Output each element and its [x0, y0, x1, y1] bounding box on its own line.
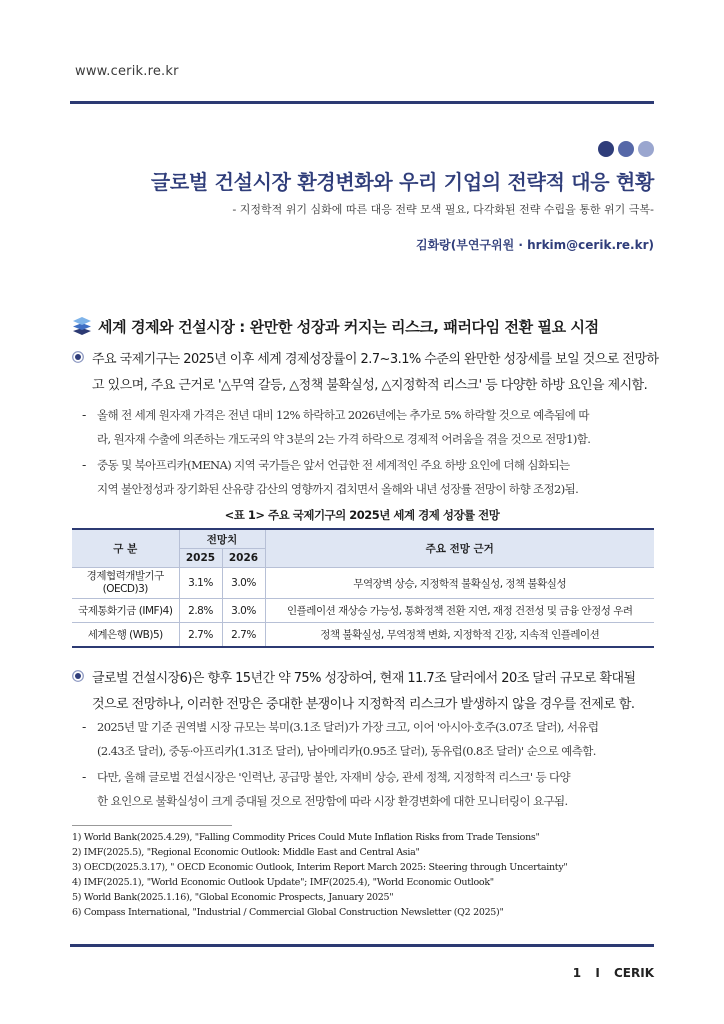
- site-url: www.cerik.re.kr: [75, 64, 179, 79]
- page-title: 글로벌 건설시장 환경변화와 우리 기업의 전략적 대응 현황: [150, 170, 654, 194]
- footnote: 5) World Bank(2025.1.16), "Global Economic Prospects, January 2025": [72, 892, 394, 903]
- org-name: 경제협력개발기구: [86, 570, 164, 582]
- sub-text-line: 지역 불안정성과 장기화된 산유량 감산의 영향까지 겹치면서 올해와 내년 성장률 전망이 하향 조정2)됨.: [97, 482, 579, 496]
- bullet-target-icon: [72, 670, 84, 682]
- header-2025: 2025: [179, 549, 222, 568]
- table-caption: <표 1> 주요 국제기구의 2025년 세계 경제 성장률 전망: [224, 508, 500, 522]
- footer-org: CERIK: [613, 966, 654, 980]
- page-number: 1: [572, 966, 582, 980]
- footnote: 2) IMF(2025.5), "Regional Economic Outlook: Middle East and Central Asia": [72, 847, 420, 858]
- dot-icon: [618, 141, 634, 157]
- dot-icon: [638, 141, 654, 157]
- bullet-text-line: 주요 국제기구는 2025년 이후 세계 경제성장률이 2.7~3.1% 수준의 완만한 성장세를 보일 것으로 전망하: [92, 352, 659, 367]
- page-subtitle: - 지정학적 위기 심화에 따른 대응 전략 모색 필요, 다각화된 전략 수립을 통한 위기 극복-: [232, 203, 654, 216]
- section-heading: 세계 경제와 건설시장 : 완만한 성장과 커지는 리스크, 패러다임 전환 필요 시점: [98, 318, 599, 336]
- author-line: 김화랑(부연구위원 · hrkim@cerik.re.kr): [415, 238, 654, 252]
- value-2025: 2.7%: [179, 623, 222, 648]
- basis-cell: 정책 불확실성, 무역정책 변화, 지정학적 긴장, 지속적 인플레이션: [265, 623, 654, 648]
- bullet-text-line: 고 있으며, 주요 근거로 '△무역 갈등, △정책 불확실성, △지정학적 리스크' 등 다양한 하방 요인을 제시함.: [92, 378, 648, 393]
- forecast-table: [72, 528, 654, 648]
- bullet-text-line: 글로벌 건설시장6)은 향후 15년간 약 75% 성장하여, 현재 11.7조 달러에서 20조 달러 규모로 확대될: [92, 671, 636, 686]
- decorative-dots: [598, 141, 654, 157]
- sub-item: [82, 453, 656, 501]
- dash-marker: -: [82, 458, 87, 472]
- sub-text-line: (2.43조 달러), 중동·아프리카(1.31조 달러), 남아메리카(0.95조 달러), 동유럽(0.8조 달러)' 순으로 예측함.: [97, 744, 596, 758]
- header-2026: 2026: [222, 549, 265, 568]
- dash-marker: -: [82, 408, 87, 422]
- value-2026: 3.0%: [222, 599, 265, 623]
- dash-marker: -: [82, 720, 87, 734]
- value-2025: 3.1%: [179, 568, 222, 599]
- value-2025: 2.8%: [179, 599, 222, 623]
- basis-cell: 무역장벽 상승, 지정학적 불확실성, 정책 불확실성: [265, 568, 654, 599]
- dot-icon: [598, 141, 614, 157]
- sub-item: [82, 765, 656, 813]
- sub-text-line: 라, 원자재 수출에 의존하는 개도국의 약 3분의 2는 가격 하락으로 경제적 어려움을 겪을 것으로 전망1)함.: [97, 432, 591, 446]
- basis-cell: 인플레이션 재상승 가능성, 통화정책 전환 지연, 재정 건전성 및 금융 안정성 우려: [265, 599, 654, 623]
- footnote: 6) Compass International, "Industrial / Commercial Global Construction Newsletter (Q2 2025)": [72, 907, 504, 918]
- org-abbr: (OECD)3): [102, 583, 148, 595]
- value-2026: 2.7%: [222, 623, 265, 648]
- sub-text-line: 올해 전 세계 원자재 가격은 전년 대비 12% 하락하고 2026년에는 추가로 5% 하락할 것으로 예측됨에 따: [97, 408, 589, 422]
- footer-divider: [70, 944, 654, 947]
- sub-text-line: 다만, 올해 글로벌 건설시장은 '인력난, 공급망 불안, 자재비 상승, 관세 정책, 지정학적 리스크' 등 다양: [97, 770, 571, 784]
- table-row: [72, 599, 654, 623]
- header-division: 구 분: [72, 529, 179, 568]
- org-cell: 국제통화기금 (IMF)4): [72, 599, 179, 623]
- sub-text-line: 2025년 말 기준 권역별 시장 규모는 북미(3.1조 달러)가 가장 크고, 이어 '아시아·호주(3.07조 달러), 서유럽: [97, 720, 599, 734]
- footnote: 4) IMF(2025.1), "World Economic Outlook Update"; IMF(2025.4), "World Economic Outlook": [72, 877, 494, 888]
- bullet-item: [72, 347, 659, 399]
- header-divider: [70, 101, 654, 104]
- sub-text-line: 한 요인으로 불확실성이 크게 증대될 것으로 전망함에 따라 시장 환경변화에 대한 모니터링이 요구됨.: [97, 794, 568, 808]
- footnotes: [72, 830, 567, 920]
- footnote-divider: [72, 825, 232, 826]
- dash-marker: -: [82, 770, 87, 784]
- page-footer: [573, 966, 654, 980]
- bullet-text-line: 것으로 전망하나, 이러한 전망은 중대한 분쟁이나 지정학적 리스크가 발생하지 않을 경우를 전제로 함.: [92, 697, 635, 712]
- header-basis: 주요 전망 근거: [265, 529, 654, 568]
- footer-separator: I: [595, 966, 600, 980]
- table-row: [72, 623, 654, 648]
- bullet-target-icon: [72, 351, 84, 363]
- table-row: [72, 568, 654, 599]
- bullet-item: [72, 666, 656, 718]
- org-cell: 세계은행 (WB)5): [72, 623, 179, 648]
- footnote: 1) World Bank(2025.4.29), "Falling Commodity Prices Could Mute Inflation Risks from Trade Tensions": [72, 832, 540, 843]
- sub-item: [82, 403, 656, 451]
- header-forecast: 전망치: [179, 529, 265, 549]
- sub-item: [82, 715, 656, 763]
- footnote: 3) OECD(2025.3.17), " OECD Economic Outlook, Interim Report March 2025: Steering through Uncertainty": [72, 862, 568, 873]
- sub-text-line: 중동 및 북아프리카(MENA) 지역 국가들은 앞서 언급한 전 세계적인 주요 하방 요인에 더해 심화되는: [97, 458, 570, 472]
- org-cell: [72, 568, 179, 599]
- value-2026: 3.0%: [222, 568, 265, 599]
- layers-icon: [72, 316, 92, 336]
